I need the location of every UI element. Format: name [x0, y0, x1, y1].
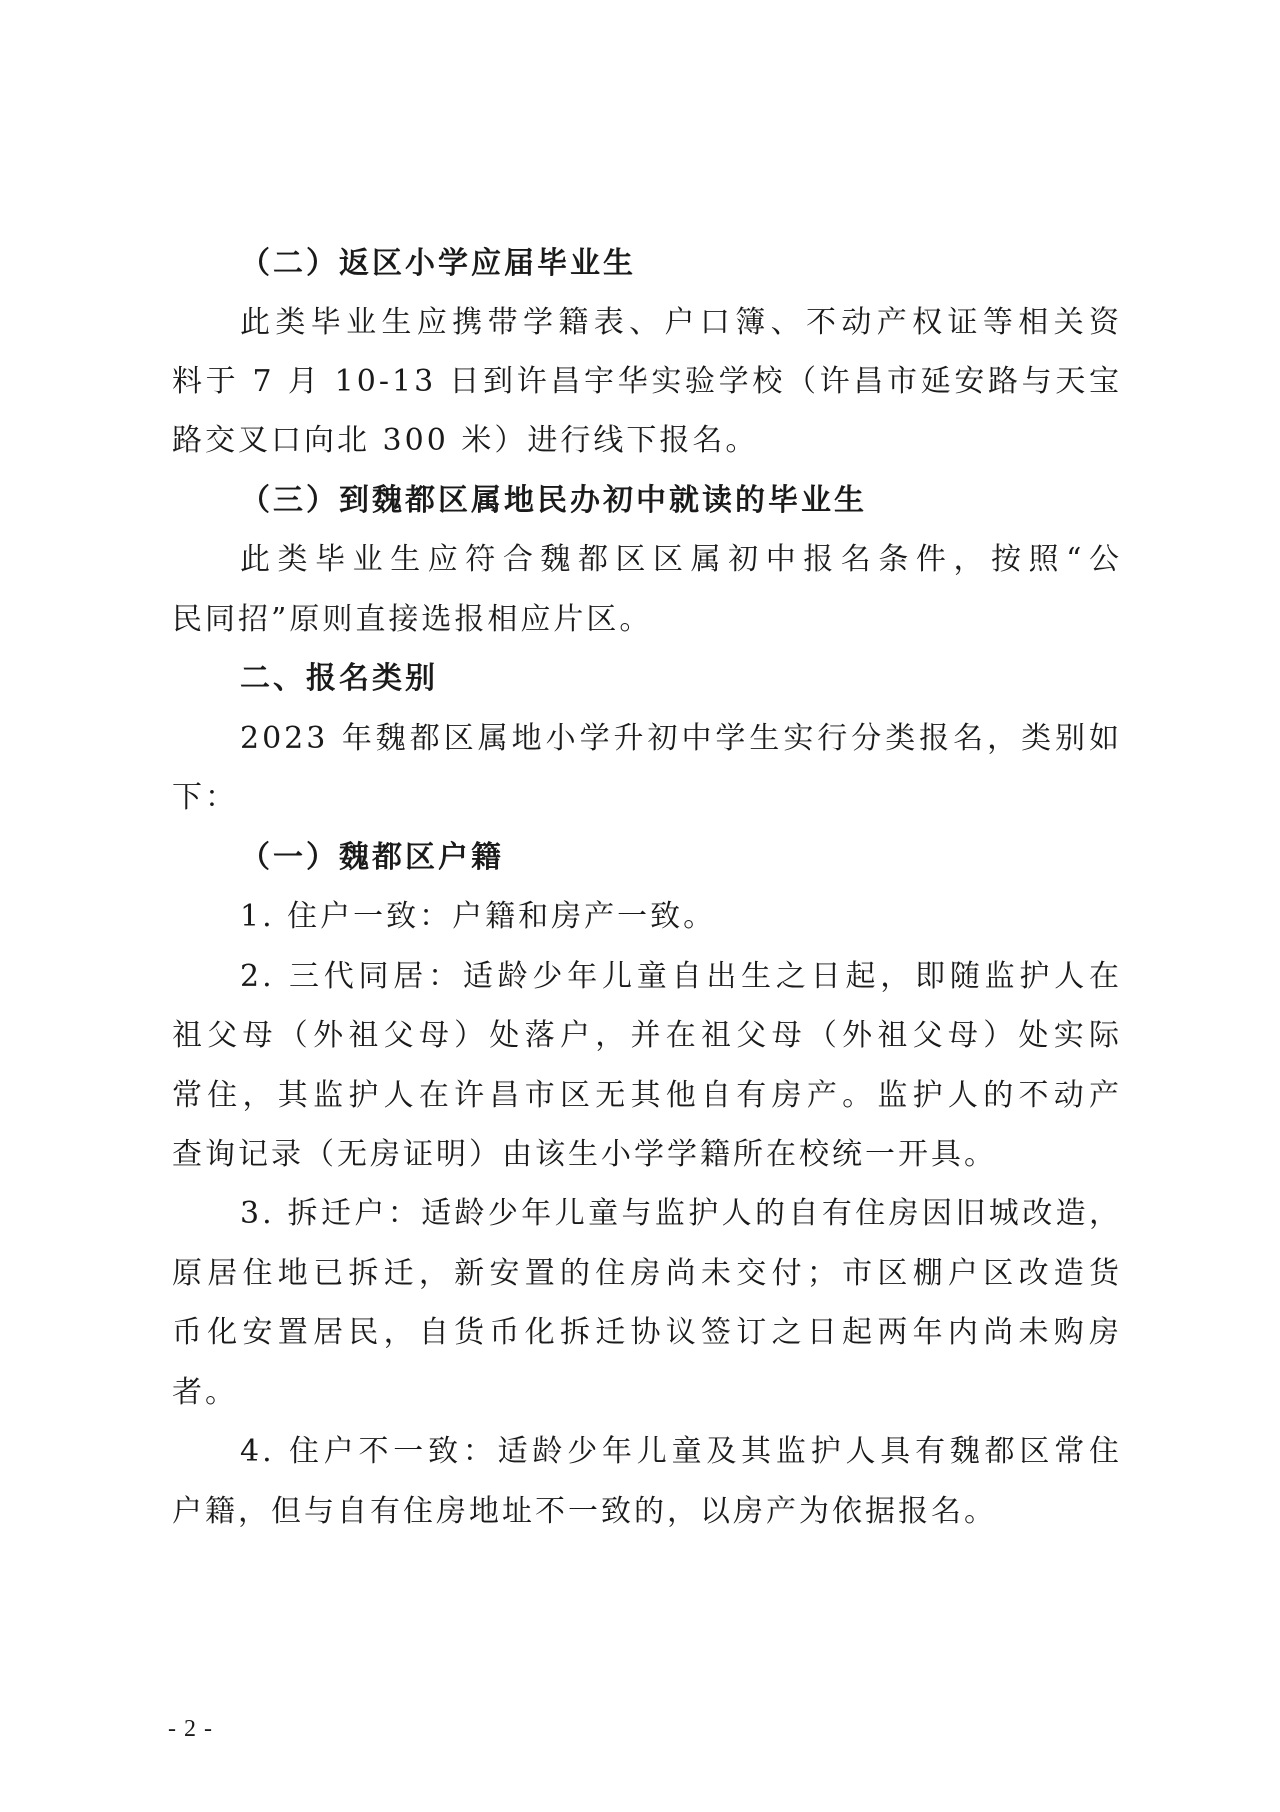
list-item: 1. 住户一致：户籍和房产一致。 [240, 899, 717, 934]
paragraph-line: 查询记录（无房证明）由该生小学学籍所在校统一开具。 [172, 1137, 997, 1172]
subsection-heading-2: （二）返区小学应届毕业生 [240, 246, 636, 281]
page-number: - 2 - [168, 1716, 213, 1742]
paragraph-line: 此类毕业生应符合魏都区区属初中报名条件，按照“公 [240, 542, 1122, 577]
list-item: 4. 住户不一致：适龄少年儿童及其监护人具有魏都区常住 [240, 1434, 1122, 1469]
paragraph-line: 2023 年魏都区属地小学升初中学生实行分类报名，类别如 [240, 721, 1122, 756]
paragraph-line: 原居住地已拆迁，新安置的住房尚未交付；市区棚户区改造货 [172, 1256, 1122, 1291]
subsection-heading-1: （一）魏都区户籍 [240, 840, 504, 875]
paragraph-line: 户籍，但与自有住房地址不一致的，以房产为依据报名。 [172, 1494, 997, 1529]
list-item: 3. 拆迁户：适龄少年儿童与监护人的自有住房因旧城改造， [240, 1196, 1122, 1231]
paragraph-line: 此类毕业生应携带学籍表、户口簿、不动产权证等相关资 [240, 305, 1122, 340]
paragraph-line: 路交叉口向北 300 米）进行线下报名。 [172, 423, 759, 458]
subsection-heading-3: （三）到魏都区属地民办初中就读的毕业生 [240, 483, 867, 518]
paragraph-line: 常住，其监护人在许昌市区无其他自有房产。监护人的不动产 [172, 1078, 1122, 1113]
paragraph-line: 下： [172, 780, 238, 815]
paragraph-line: 料于 7 月 10-13 日到许昌宇华实验学校（许昌市延安路与天宝 [172, 364, 1122, 399]
section-heading: 二、报名类别 [240, 661, 438, 696]
paragraph-line: 币化安置居民，自货币化拆迁协议签订之日起两年内尚未购房 [172, 1315, 1122, 1350]
paragraph-line: 者。 [172, 1375, 238, 1410]
list-item: 2. 三代同居：适龄少年儿童自出生之日起，即随监护人在 [240, 959, 1122, 994]
paragraph-line: 祖父母（外祖父母）处落户，并在祖父母（外祖父母）处实际 [172, 1018, 1122, 1053]
paragraph-line: 民同招”原则直接选报相应片区。 [172, 602, 653, 637]
